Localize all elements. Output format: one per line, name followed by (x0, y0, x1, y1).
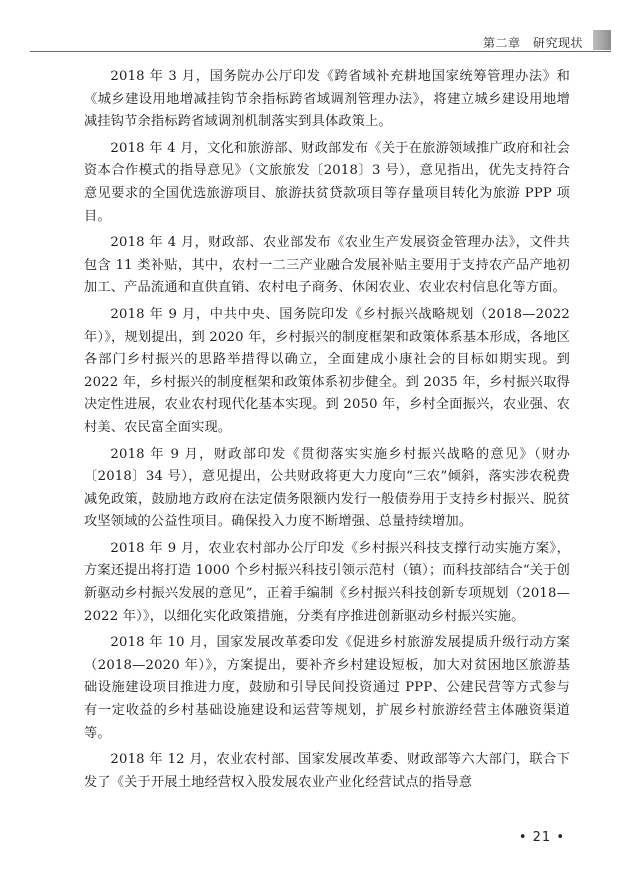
paragraph-2: 2018 年 4 月，文化和旅游部、财政部发布《关于在旅游领域推广政府和社会资本合作模式的指导意见》（文旅旅发〔2018〕3 号），意见指出，优先支持符合意见要求的全国优选旅游项目、旅游扶贫贷款项目等存量项目转化为旅游 PPP 项目。 (84, 140, 570, 224)
body-text (84, 66, 570, 798)
paragraph-8: 2018 年 12 月，农业农村部、国家发展改革委、财政部等六大部门，联合下发了《关于开展土地经营权入股发展农业产业化经营试点的指导意 (84, 752, 570, 790)
header-tab-block (593, 30, 611, 50)
page-number: • 21 • (518, 830, 565, 845)
paragraph-1: 2018 年 3 月，国务院办公厅印发《跨省域补充耕地国家统筹管理办法》和《城乡建设用地增减挂钩节余指标跨省域调剂管理办法》，将建立城乡建设用地增减挂钩节余指标跨省域调剂机制落实到具体政策上。 (84, 69, 570, 130)
header-rule (30, 51, 611, 52)
paragraph-5: 2018 年 9 月，财政部印发《贯彻落实实施乡村振兴战略的意见》（财办〔2018〕34 号），意见提出，公共财政将更大力度向“三农”倾斜，落实涉农税费减免政策，鼓励地方政府在法定债务限额内发行一般债券用于支持乡村振兴、脱贫攻坚领域的公益性项目。确保投入力度不断增强、总量持续增加。 (84, 446, 570, 530)
paragraph-7: 2018 年 10 月，国家发展改革委印发《促进乡村旅游发展提质升级行动方案（2018—2020 年）》，方案提出，要补齐乡村建设短板，加大对贫困地区旅游基础设施建设项目推进力度，鼓励和引导民间投资通过 PPP、公建民营等方式参与有一定收益的乡村基础设施建设和运营等规划，扩展乡村旅游经营主体融资渠道等。 (84, 635, 570, 741)
paragraph-4: 2018 年 9 月，中共中央、国务院印发《乡村振兴战略规划（2018—2022 年）》，规划提出，到 2020 年，乡村振兴的制度框架和政策体系基本形成，各地区各部门乡村振兴的思路举措得以确立，全面建成小康社会的目标如期实现。到 2022 年，乡村振兴的制度框架和政策体系初步健全。到 2035 年，乡村振兴取得决定性进展，农业农村现代化基本实现。到 2050 年，乡村全面振兴，农业强、农村美、农民富全面实现。 (84, 306, 570, 435)
paragraph-6: 2018 年 9 月，农业农村部办公厅印发《乡村振兴科技支撑行动实施方案》，方案还提出将打造 1000 个乡村振兴科技引领示范村（镇）；而科技部结合“关于创新驱动乡村振兴发展的意见”，正着手编制《乡村振兴科技创新专项规划（2018—2022 年）》，以细化实化政策措施，分类有序推进创新驱动乡村振兴实施。 (84, 540, 570, 624)
paragraph-3: 2018 年 4 月，财政部、农业部发布《农业生产发展资金管理办法》，文件共包含 11 类补贴，其中，农村一二三产业融合发展补贴主要用于支持农产品产地初加工、产品流通和直供直销、农村电子商务、休闲农业、农业农村信息化等方面。 (84, 235, 570, 296)
running-header (0, 0, 623, 52)
chapter-title: 第二章 研究现状 (482, 36, 583, 50)
